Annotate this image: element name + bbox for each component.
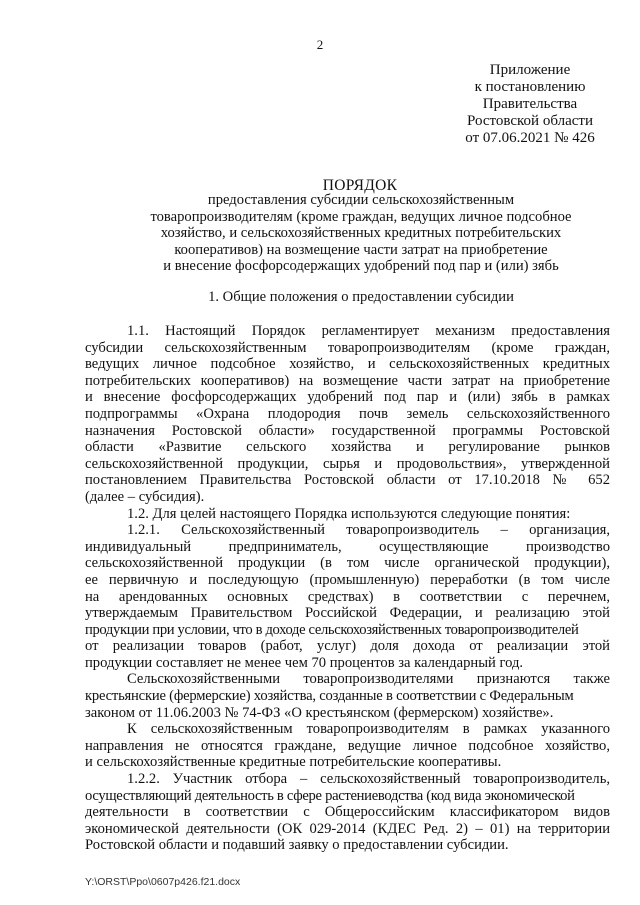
- paragraph-line: экономической деятельности (ОК 029-2014 (КДЕС Ред. 2) – 01) на территории: [85, 820, 610, 837]
- appendix-block: [436, 62, 624, 147]
- paragraph-line: законом от 11.06.2003 № 74-ФЗ «О крестьянском (фермерском) хозяйстве».: [85, 704, 554, 721]
- paragraph-line: осуществляющий деятельность в сфере растениеводства (код вида экономической: [85, 787, 575, 804]
- paragraph-line: назначения Ростовской области» государственной программы Ростовской: [85, 422, 610, 439]
- paragraph-line: Сельскохозяйственными товаропроизводителями признаются также: [127, 671, 610, 688]
- paragraph-line: и внесение фосфорсодержащих удобрений под пар и (или) зябь в рамках: [85, 389, 610, 406]
- paragraph-line: продукции составляет не менее чем 70 процентов за календарный год.: [85, 654, 524, 671]
- appendix-line: Правительства: [482, 96, 578, 112]
- appendix-line: Ростовской области: [467, 113, 593, 129]
- paragraph-line: К сельскохозяйственным товаропроизводителям в рамках указанного: [127, 721, 610, 738]
- body-text: [85, 323, 610, 854]
- subtitle-line: предоставления субсидии сельскохозяйственным: [207, 192, 515, 208]
- subtitle-line: товаропроизводителям (кроме граждан, ведущих личное подсобное: [150, 208, 572, 225]
- paragraph-line: подпрограммы «Охрана плодородия почв земель сельскохозяйственного: [85, 405, 610, 422]
- subtitle-line: хозяйство, и сельскохозяйственных кредитных потребительских: [160, 225, 562, 242]
- paragraph-line: 1.1. Настоящий Порядок регламентирует механизм предоставления: [127, 323, 610, 339]
- paragraph-line: направления не относятся граждане, ведущие личное подсобное хозяйство,: [85, 737, 610, 754]
- footer-file-path: Y:\ORST\Ppo\0607p426.f21.docx: [85, 876, 241, 888]
- appendix-line: к постановлению: [474, 79, 586, 95]
- paragraph-line: на арендованных основных средствах) в соответствии с перечнем,: [85, 588, 610, 605]
- paragraph-line: области «Развитие сельского хозяйства и регулирование рынков: [85, 439, 610, 456]
- paragraph-line: индивидуальный предприниматель, осуществляющие производство: [85, 538, 610, 555]
- document-subtitle: [85, 192, 637, 275]
- paragraph-line: деятельности в соответствии с Общероссийским классификатором видов: [85, 804, 610, 821]
- paragraph-line: и сельскохозяйственные кредитные потребительские кооперативы.: [85, 754, 502, 771]
- subtitle-line: и внесение фосфорсодержащих удобрений под пар и (или) зябь: [163, 258, 559, 275]
- paragraph-line: (далее – субсидия).: [85, 488, 205, 505]
- paragraph-line: субсидии сельскохозяйственным товаропроизводителям (кроме граждан,: [85, 339, 610, 356]
- paragraph-line: утверждаемым Правительством Российской Федерации, и реализацию этой: [85, 605, 610, 622]
- paragraph-line: 1.2.2. Участник отбора – сельскохозяйственный товаропроизводитель,: [127, 771, 610, 788]
- paragraph-line: 1.2. Для целей настоящего Порядка используются следующие понятия:: [127, 505, 571, 522]
- paragraph-line: Ростовской области и подавший заявку о предоставлении субсидии.: [85, 837, 509, 854]
- appendix-line: Приложение: [489, 62, 571, 78]
- section-heading: 1. Общие положения о предоставлении субсидии: [208, 289, 514, 305]
- subtitle-line: кооперативов) на возмещение части затрат на приобретение: [174, 241, 548, 258]
- appendix-line: от 07.06.2021 № 426: [465, 130, 595, 146]
- document-title: ПОРЯДОК: [322, 177, 398, 194]
- paragraph-line: сельскохозяйственной продукции, сырья и продовольствия», утвержденной: [85, 455, 610, 472]
- page-number: 2: [316, 37, 324, 52]
- paragraph-line: потребительских кооперативов) на возмещение части затрат на приобретение: [85, 372, 610, 389]
- paragraph-line: продукции при условии, что в доходе сельскохозяйственных товаропроизводителей: [85, 621, 579, 638]
- paragraph-line: ее первичную и последующую (промышленную) переработки (в том числе: [85, 571, 610, 588]
- paragraph-line: сельскохозяйственной продукции (в том числе органической продукции),: [85, 555, 610, 572]
- paragraph-line: 1.2.1. Сельскохозяйственный товаропроизводитель – организация,: [127, 522, 610, 539]
- paragraph-line: от реализации товаров (работ, услуг) доля дохода от реализации этой: [85, 638, 610, 655]
- paragraph-line: ведущих личное подсобное хозяйство, и сельскохозяйственных кредитных: [85, 356, 610, 373]
- paragraph-line: крестьянские (фермерские) хозяйства, созданные в соответствии с Федеральным: [85, 688, 574, 705]
- paragraph-line: постановлением Правительства Ростовской области от 17.10.2018 № 652: [85, 472, 610, 489]
